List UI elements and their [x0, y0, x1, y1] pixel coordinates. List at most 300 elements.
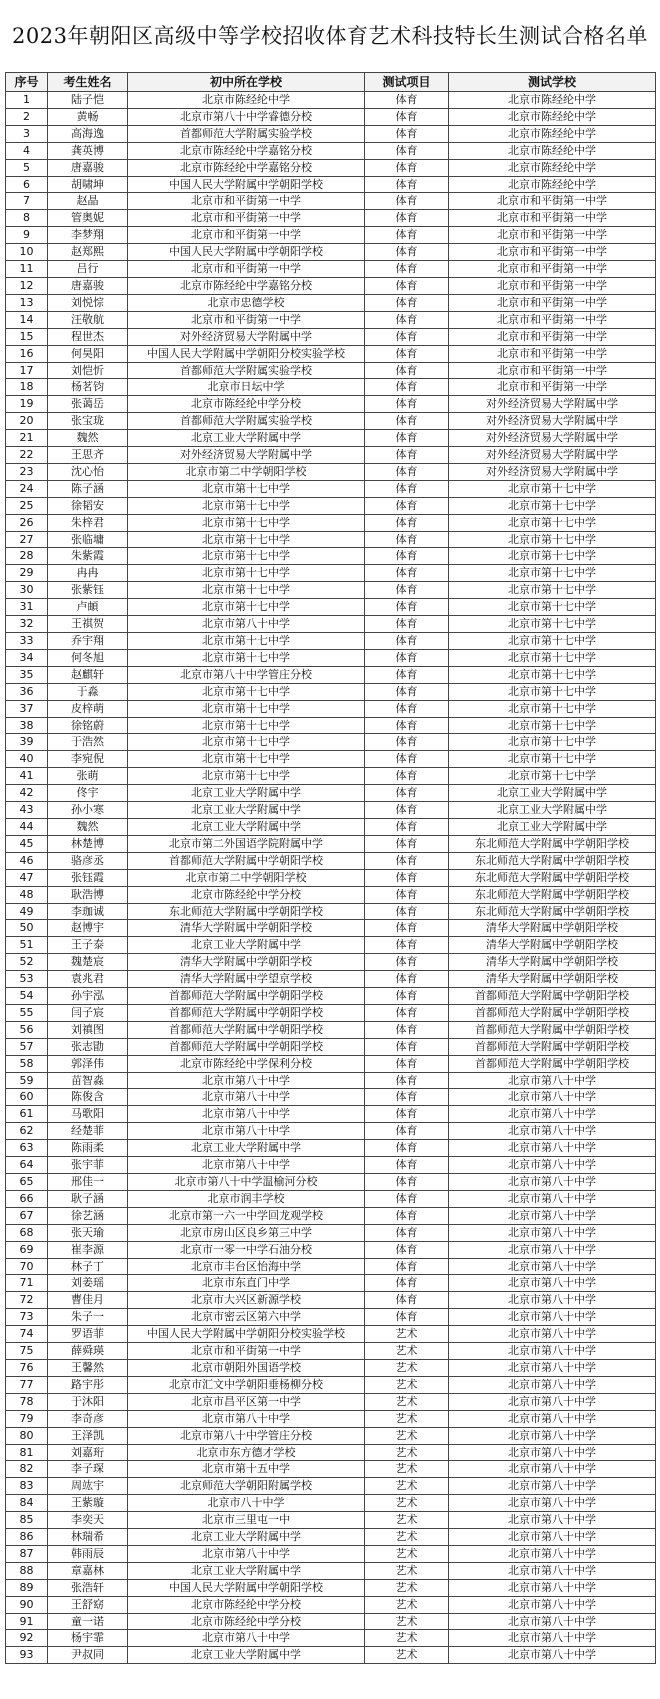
cell-test-item: 体育 [365, 768, 449, 785]
cell-name: 刘悦悰 [48, 294, 128, 311]
table-row [6, 362, 656, 379]
cell-test-school: 北京市第八十中学 [449, 1106, 656, 1123]
cell-test-item: 体育 [365, 582, 449, 599]
cell-index: 57 [6, 1038, 48, 1055]
cell-test-school: 北京市和平街第一中学 [449, 345, 656, 362]
table-header-row [6, 73, 656, 92]
cell-test-school: 清华大学附属中学朝阳学校 [449, 954, 656, 971]
cell-name: 何昊阳 [48, 345, 128, 362]
cell-name: 刘姜瑶 [48, 1275, 128, 1292]
table-row [6, 1089, 656, 1106]
cell-name: 闫子宸 [48, 1004, 128, 1021]
table-row [6, 633, 656, 650]
table-row [6, 159, 656, 176]
table-row [6, 920, 656, 937]
cell-name: 林子丁 [48, 1258, 128, 1275]
cell-index: 78 [6, 1393, 48, 1410]
cell-test-school: 北京市第十七中学 [449, 480, 656, 497]
cell-test-school: 首都师范大学附属中学朝阳学校 [449, 1055, 656, 1072]
cell-middle-school: 北京市忠德学校 [128, 294, 365, 311]
table-row [6, 1038, 656, 1055]
cell-name: 章嘉林 [48, 1562, 128, 1579]
cell-middle-school: 北京市陈经纶中学嘉铭分校 [128, 277, 365, 294]
cell-middle-school: 北京市八十中学 [128, 1495, 365, 1512]
cell-middle-school: 北京工业大学附属中学 [128, 1562, 365, 1579]
table-row [6, 480, 656, 497]
table-row [6, 616, 656, 633]
table-row [6, 1140, 656, 1157]
cell-test-school: 北京市第十七中学 [449, 717, 656, 734]
table-row [6, 1410, 656, 1427]
cell-middle-school: 首都师范大学附属实验学校 [128, 125, 365, 142]
cell-index: 64 [6, 1157, 48, 1174]
cell-middle-school: 北京市第十七中学 [128, 717, 365, 734]
table-row [6, 108, 656, 125]
cell-middle-school: 北京市第十七中学 [128, 582, 365, 599]
cell-test-item: 体育 [365, 802, 449, 819]
cell-middle-school: 对外经济贸易大学附属中学 [128, 328, 365, 345]
cell-middle-school: 北京市第八十中学管庄分校 [128, 666, 365, 683]
table-row [6, 244, 656, 261]
cell-test-item: 体育 [365, 1309, 449, 1326]
cell-index: 87 [6, 1545, 48, 1562]
cell-test-item: 艺术 [365, 1562, 449, 1579]
cell-index: 80 [6, 1427, 48, 1444]
cell-test-item: 体育 [365, 244, 449, 261]
cell-name: 乔宇翔 [48, 633, 128, 650]
cell-name: 朱紫霞 [48, 548, 128, 565]
cell-test-item: 体育 [365, 548, 449, 565]
cell-middle-school: 北京市第十七中学 [128, 548, 365, 565]
table-row [6, 903, 656, 920]
table-row [6, 1512, 656, 1529]
table-row [6, 717, 656, 734]
cell-test-school: 北京市第十七中学 [449, 599, 656, 616]
cell-index: 55 [6, 1004, 48, 1021]
cell-index: 8 [6, 210, 48, 227]
table-row [6, 514, 656, 531]
cell-test-school: 北京市第八十中学 [449, 1224, 656, 1241]
table-row [6, 1224, 656, 1241]
table-row [6, 869, 656, 886]
cell-test-school: 北京市和平街第一中学 [449, 227, 656, 244]
cell-test-school: 清华大学附属中学朝阳学校 [449, 937, 656, 954]
cell-index: 47 [6, 869, 48, 886]
cell-index: 35 [6, 666, 48, 683]
cell-middle-school: 北京市朝阳外国语学校 [128, 1359, 365, 1376]
cell-test-school: 北京市第十七中学 [449, 768, 656, 785]
cell-name: 朱梓君 [48, 514, 128, 531]
cell-index: 61 [6, 1106, 48, 1123]
cell-name: 李奕天 [48, 1512, 128, 1529]
cell-test-item: 体育 [365, 971, 449, 988]
table-row [6, 1292, 656, 1309]
cell-test-item: 体育 [365, 717, 449, 734]
cell-test-school: 北京市第八十中学 [449, 1190, 656, 1207]
cell-index: 32 [6, 616, 48, 633]
table-row [6, 1427, 656, 1444]
cell-name: 刘禛图 [48, 1021, 128, 1038]
cell-test-item: 体育 [365, 193, 449, 210]
cell-name: 汪敬航 [48, 311, 128, 328]
cell-middle-school: 北京工业大学附属中学 [128, 818, 365, 835]
cell-test-school: 对外经济贸易大学附属中学 [449, 463, 656, 480]
cell-middle-school: 首都师范大学附属实验学校 [128, 362, 365, 379]
cell-name: 杨茗钧 [48, 379, 128, 396]
cell-test-school: 北京市第八十中学 [449, 1174, 656, 1191]
cell-test-school: 北京市第十七中学 [449, 514, 656, 531]
cell-middle-school: 北京工业大学附属中学 [128, 430, 365, 447]
table-body [6, 92, 656, 1664]
cell-test-item: 体育 [365, 633, 449, 650]
table-row [6, 954, 656, 971]
cell-middle-school: 北京市陈经纶中学分校 [128, 1596, 365, 1613]
table-row [6, 125, 656, 142]
table-row [6, 1241, 656, 1258]
cell-test-item: 体育 [365, 937, 449, 954]
cell-test-item: 艺术 [365, 1444, 449, 1461]
cell-name: 于淼 [48, 683, 128, 700]
cell-index: 92 [6, 1630, 48, 1647]
table-row [6, 1055, 656, 1072]
table-row [6, 430, 656, 447]
cell-name: 袁兆君 [48, 971, 128, 988]
cell-test-item: 体育 [365, 734, 449, 751]
table-row [6, 1376, 656, 1393]
cell-index: 52 [6, 954, 48, 971]
cell-middle-school: 北京市和平街第一中学 [128, 261, 365, 278]
cell-middle-school: 北京市一零一中学石油分校 [128, 1241, 365, 1258]
cell-name: 张紫钰 [48, 582, 128, 599]
cell-test-school: 北京市第八十中学 [449, 1647, 656, 1664]
cell-index: 24 [6, 480, 48, 497]
cell-name: 魏然 [48, 818, 128, 835]
cell-test-item: 体育 [365, 210, 449, 227]
cell-name: 林楚博 [48, 835, 128, 852]
cell-name: 尹叔同 [48, 1647, 128, 1664]
cell-test-item: 体育 [365, 125, 449, 142]
cell-test-school: 北京市第八十中学 [449, 1157, 656, 1174]
cell-name: 高海逸 [48, 125, 128, 142]
cell-test-school: 北京市陈经纶中学 [449, 92, 656, 109]
cell-name: 骆彦丞 [48, 852, 128, 869]
cell-test-school: 北京市第十七中学 [449, 616, 656, 633]
cell-middle-school: 北京工业大学附属中学 [128, 785, 365, 802]
cell-test-school: 清华大学附属中学朝阳学校 [449, 920, 656, 937]
cell-middle-school: 北京市日坛中学 [128, 379, 365, 396]
cell-test-item: 体育 [365, 954, 449, 971]
cell-index: 83 [6, 1478, 48, 1495]
cell-test-item: 体育 [365, 1004, 449, 1021]
table-row [6, 802, 656, 819]
cell-test-item: 艺术 [365, 1647, 449, 1664]
cell-test-school: 东北师范大学附属中学朝阳学校 [449, 903, 656, 920]
cell-middle-school: 北京市第八十中学睿德分校 [128, 108, 365, 125]
cell-index: 43 [6, 802, 48, 819]
cell-middle-school: 对外经济贸易大学附属中学 [128, 447, 365, 464]
cell-name: 林瑞希 [48, 1529, 128, 1546]
cell-name: 薛舜瑛 [48, 1343, 128, 1360]
cell-name: 李奇彦 [48, 1410, 128, 1427]
cell-index: 76 [6, 1359, 48, 1376]
table-row [6, 193, 656, 210]
cell-middle-school: 北京市三里屯一中 [128, 1512, 365, 1529]
table-row [6, 1495, 656, 1512]
cell-test-item: 体育 [365, 463, 449, 480]
cell-test-item: 艺术 [365, 1427, 449, 1444]
cell-middle-school: 北京市第十五中学 [128, 1461, 365, 1478]
table-row [6, 785, 656, 802]
cell-test-item: 体育 [365, 430, 449, 447]
cell-middle-school: 北京市陈经纶中学分校 [128, 886, 365, 903]
cell-name: 王祺贺 [48, 616, 128, 633]
cell-test-school: 北京市和平街第一中学 [449, 210, 656, 227]
cell-test-item: 体育 [365, 142, 449, 159]
cell-index: 12 [6, 277, 48, 294]
cell-test-school: 东北师范大学附属中学朝阳学校 [449, 886, 656, 903]
cell-middle-school: 首都师范大学附属中学朝阳学校 [128, 1021, 365, 1038]
cell-test-item: 体育 [365, 785, 449, 802]
cell-name: 徐铭蔚 [48, 717, 128, 734]
cell-name: 皮梓萌 [48, 700, 128, 717]
cell-name: 何冬旭 [48, 649, 128, 666]
cell-index: 23 [6, 463, 48, 480]
cell-test-item: 体育 [365, 1157, 449, 1174]
cell-test-item: 艺术 [365, 1579, 449, 1596]
cell-name: 冉冉 [48, 565, 128, 582]
table-row [6, 1309, 656, 1326]
cell-test-item: 体育 [365, 751, 449, 768]
cell-index: 19 [6, 396, 48, 413]
cell-test-school: 北京市第八十中学 [449, 1596, 656, 1613]
table-row [6, 734, 656, 751]
table-row [6, 599, 656, 616]
cell-test-school: 北京市和平街第一中学 [449, 311, 656, 328]
cell-name: 于沐阳 [48, 1393, 128, 1410]
cell-middle-school: 中国人民大学附属中学朝阳学校 [128, 1579, 365, 1596]
cell-name: 张宝珑 [48, 413, 128, 430]
cell-name: 张志勖 [48, 1038, 128, 1055]
cell-middle-school: 北京市润丰学校 [128, 1190, 365, 1207]
cell-test-item: 体育 [365, 108, 449, 125]
cell-test-item: 体育 [365, 379, 449, 396]
cell-index: 26 [6, 514, 48, 531]
cell-test-item: 体育 [365, 413, 449, 430]
cell-test-school: 北京市第八十中学 [449, 1393, 656, 1410]
cell-name: 李子琛 [48, 1461, 128, 1478]
cell-name: 黄畅 [48, 108, 128, 125]
cell-name: 陈子涵 [48, 480, 128, 497]
table-row [6, 1258, 656, 1275]
cell-index: 56 [6, 1021, 48, 1038]
cell-test-school: 北京市第八十中学 [449, 1444, 656, 1461]
cell-middle-school: 北京市东直门中学 [128, 1275, 365, 1292]
cell-name: 赵郑熙 [48, 244, 128, 261]
cell-test-school: 北京市第十七中学 [449, 666, 656, 683]
cell-index: 42 [6, 785, 48, 802]
cell-test-school: 北京市和平街第一中学 [449, 379, 656, 396]
cell-index: 54 [6, 988, 48, 1005]
cell-test-item: 艺术 [365, 1529, 449, 1546]
cell-index: 39 [6, 734, 48, 751]
cell-middle-school: 北京市第八十中学 [128, 1630, 365, 1647]
cell-middle-school: 首都师范大学附属中学朝阳学校 [128, 852, 365, 869]
header-test-school: 测试学校 [449, 73, 656, 92]
cell-test-school: 北京市第八十中学 [449, 1478, 656, 1495]
cell-test-item: 体育 [365, 328, 449, 345]
cell-name: 管奥妮 [48, 210, 128, 227]
cell-name: 张萌 [48, 768, 128, 785]
cell-name: 赵晶 [48, 193, 128, 210]
cell-index: 49 [6, 903, 48, 920]
cell-test-school: 北京市第八十中学 [449, 1562, 656, 1579]
cell-test-item: 体育 [365, 447, 449, 464]
cell-middle-school: 北京市第十七中学 [128, 565, 365, 582]
table-row [6, 1630, 656, 1647]
cell-test-item: 艺术 [365, 1596, 449, 1613]
cell-middle-school: 北京工业大学附属中学 [128, 937, 365, 954]
cell-name: 孙小寒 [48, 802, 128, 819]
cell-test-item: 体育 [365, 1106, 449, 1123]
cell-middle-school: 北京市第八十中学 [128, 616, 365, 633]
cell-test-school: 北京市第八十中学 [449, 1275, 656, 1292]
cell-middle-school: 北京市第十七中学 [128, 649, 365, 666]
cell-name: 陆子恺 [48, 92, 128, 109]
cell-middle-school: 北京市丰台区怡海中学 [128, 1258, 365, 1275]
cell-index: 18 [6, 379, 48, 396]
cell-name: 胡啸坤 [48, 176, 128, 193]
table-row [6, 1157, 656, 1174]
cell-name: 陈俊含 [48, 1089, 128, 1106]
cell-test-school: 对外经济贸易大学附属中学 [449, 396, 656, 413]
cell-index: 69 [6, 1241, 48, 1258]
cell-test-school: 北京市和平街第一中学 [449, 261, 656, 278]
cell-middle-school: 首都师范大学附属中学朝阳学校 [128, 988, 365, 1005]
cell-index: 62 [6, 1123, 48, 1140]
cell-test-school: 北京市第八十中学 [449, 1292, 656, 1309]
cell-test-school: 北京市第十七中学 [449, 734, 656, 751]
cell-index: 71 [6, 1275, 48, 1292]
cell-test-school: 北京市第八十中学 [449, 1427, 656, 1444]
cell-index: 82 [6, 1461, 48, 1478]
table-row [6, 1123, 656, 1140]
cell-index: 20 [6, 413, 48, 430]
cell-middle-school: 北京工业大学附属中学 [128, 1647, 365, 1664]
cell-middle-school: 北京市第十七中学 [128, 700, 365, 717]
table-row [6, 261, 656, 278]
cell-index: 36 [6, 683, 48, 700]
cell-test-item: 体育 [365, 599, 449, 616]
cell-test-item: 体育 [365, 565, 449, 582]
table-row [6, 582, 656, 599]
cell-index: 91 [6, 1613, 48, 1630]
cell-index: 60 [6, 1089, 48, 1106]
cell-middle-school: 东北师范大学附属中学朝阳学校 [128, 903, 365, 920]
cell-middle-school: 北京市和平街第一中学 [128, 210, 365, 227]
cell-middle-school: 北京市房山区良乡第三中学 [128, 1224, 365, 1241]
cell-test-item: 体育 [365, 92, 449, 109]
page-title: 2023年朝阳区高级中等学校招收体育艺术科技特长生测试合格名单 [12, 24, 648, 48]
cell-name: 王馨然 [48, 1359, 128, 1376]
table-row [6, 1461, 656, 1478]
table-row [6, 1004, 656, 1021]
cell-test-school: 北京市第十七中学 [449, 497, 656, 514]
cell-middle-school: 北京市第八十中学 [128, 1123, 365, 1140]
cell-name: 陈雨柔 [48, 1140, 128, 1157]
table-row [6, 311, 656, 328]
cell-middle-school: 北京市第十七中学 [128, 734, 365, 751]
table-row [6, 1444, 656, 1461]
cell-test-school: 对外经济贸易大学附属中学 [449, 413, 656, 430]
cell-test-item: 体育 [365, 1241, 449, 1258]
cell-test-item: 艺术 [365, 1461, 449, 1478]
cell-middle-school: 北京市第十七中学 [128, 514, 365, 531]
cell-test-school: 北京市第八十中学 [449, 1258, 656, 1275]
cell-test-item: 体育 [365, 497, 449, 514]
cell-middle-school: 北京市和平街第一中学 [128, 1343, 365, 1360]
cell-middle-school: 北京市第八十中学 [128, 1089, 365, 1106]
cell-name: 王泽凯 [48, 1427, 128, 1444]
table-row [6, 463, 656, 480]
cell-index: 45 [6, 835, 48, 852]
cell-middle-school: 北京市第二中学朝阳学校 [128, 869, 365, 886]
cell-name: 路宇彤 [48, 1376, 128, 1393]
cell-test-school: 北京市第十七中学 [449, 531, 656, 548]
table-row [6, 92, 656, 109]
cell-name: 佟宇 [48, 785, 128, 802]
header-middle-school: 初中所在学校 [128, 73, 365, 92]
cell-test-school: 北京市和平街第一中学 [449, 294, 656, 311]
cell-middle-school: 北京市第八十中学 [128, 1410, 365, 1427]
cell-middle-school: 北京市第十七中学 [128, 599, 365, 616]
table-row [6, 852, 656, 869]
cell-index: 31 [6, 599, 48, 616]
cell-test-school: 首都师范大学附属中学朝阳学校 [449, 988, 656, 1005]
cell-name: 马歌阳 [48, 1106, 128, 1123]
cell-middle-school: 北京市第一六一中学回龙观学校 [128, 1207, 365, 1224]
cell-test-school: 北京市第八十中学 [449, 1613, 656, 1630]
cell-test-item: 体育 [365, 1072, 449, 1089]
cell-test-school: 东北师范大学附属中学朝阳学校 [449, 835, 656, 852]
cell-middle-school: 北京市第十七中学 [128, 480, 365, 497]
cell-middle-school: 北京工业大学附属中学 [128, 802, 365, 819]
cell-test-item: 体育 [365, 988, 449, 1005]
cell-test-school: 首都师范大学附属中学朝阳学校 [449, 1004, 656, 1021]
cell-index: 28 [6, 548, 48, 565]
cell-index: 72 [6, 1292, 48, 1309]
cell-index: 9 [6, 227, 48, 244]
cell-test-school: 北京市和平街第一中学 [449, 277, 656, 294]
cell-test-school: 东北师范大学附属中学朝阳学校 [449, 869, 656, 886]
cell-index: 93 [6, 1647, 48, 1664]
cell-middle-school: 清华大学附属中学望京学校 [128, 971, 365, 988]
cell-middle-school: 北京市汇文中学朝阳垂杨柳分校 [128, 1376, 365, 1393]
cell-test-school: 首都师范大学附属中学朝阳学校 [449, 1021, 656, 1038]
cell-index: 25 [6, 497, 48, 514]
table-row [6, 1596, 656, 1613]
cell-index: 46 [6, 852, 48, 869]
cell-index: 15 [6, 328, 48, 345]
cell-index: 10 [6, 244, 48, 261]
cell-middle-school: 北京市第八十中学管庄分校 [128, 1427, 365, 1444]
cell-test-school: 北京市第八十中学 [449, 1326, 656, 1343]
cell-index: 84 [6, 1495, 48, 1512]
cell-test-school: 北京市和平街第一中学 [449, 244, 656, 261]
cell-index: 44 [6, 818, 48, 835]
table-row [6, 971, 656, 988]
cell-name: 邢佳一 [48, 1174, 128, 1191]
cell-index: 30 [6, 582, 48, 599]
